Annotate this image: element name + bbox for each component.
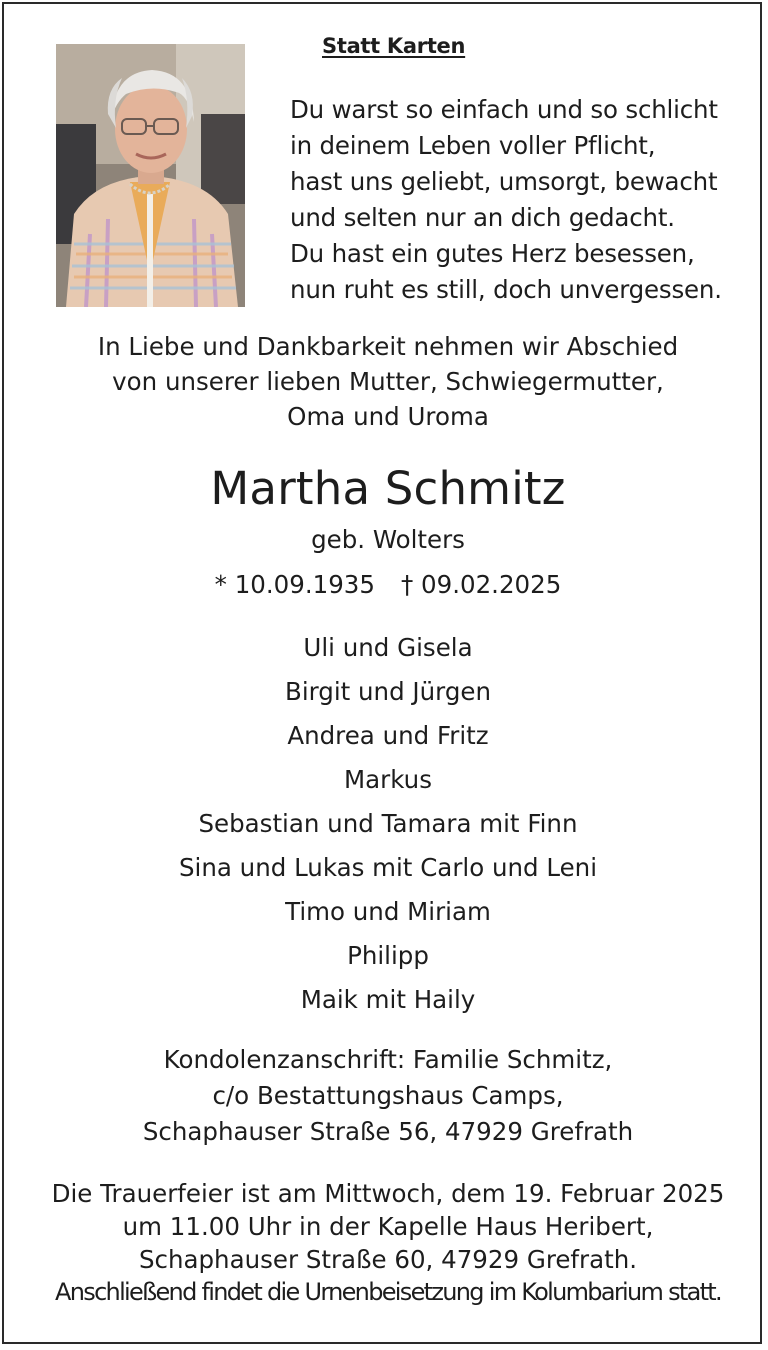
condolence-address xyxy=(4,1042,768,1150)
poem xyxy=(290,92,740,308)
poem-line: Du hast ein gutes Herz besessen, xyxy=(290,239,695,268)
address-line: Schaphauser Straße 56, 47929 Grefrath xyxy=(142,1117,634,1146)
family-member: Maik mit Haily xyxy=(300,985,476,1014)
family-member: Andrea und Fritz xyxy=(287,721,489,750)
deceased-name: Martha Schmitz xyxy=(210,462,566,515)
family-member: Birgit und Jürgen xyxy=(285,677,491,706)
service-line: Anschließend findet die Urnenbeisetzung im Kolumbarium statt. xyxy=(55,1278,721,1306)
intro-line: von unserer lieben Mutter, Schwiegermutter, xyxy=(112,367,664,396)
obituary-notice xyxy=(2,2,762,1344)
death-date: † 09.02.2025 xyxy=(401,570,562,599)
life-dates xyxy=(4,567,768,603)
family-member: Uli und Gisela xyxy=(303,633,473,662)
family-member: Sebastian und Tamara mit Finn xyxy=(198,809,578,838)
portrait-photo xyxy=(56,44,245,307)
poem-line: hast uns geliebt, umsorgt, bewacht xyxy=(290,167,718,196)
birth-date: * 10.09.1935 xyxy=(214,570,375,599)
family-member: Markus xyxy=(344,765,432,794)
family-member: Sina und Lukas mit Carlo und Leni xyxy=(178,853,598,882)
poem-line: und selten nur an dich gedacht. xyxy=(290,203,675,232)
funeral-service-info xyxy=(4,1177,768,1309)
family-member: Philipp xyxy=(347,941,429,970)
family-member: Timo und Miriam xyxy=(285,897,491,926)
farewell-intro xyxy=(4,329,768,434)
service-line: um 11.00 Uhr in der Kapelle Haus Heribert, xyxy=(122,1212,654,1241)
family-list xyxy=(4,626,768,1022)
poem-line: in deinem Leben voller Pflicht, xyxy=(290,131,656,160)
address-line: c/o Bestattungshaus Camps, xyxy=(212,1081,564,1110)
service-line: Schaphauser Straße 60, 47929 Grefrath. xyxy=(138,1245,638,1274)
poem-line: nun ruht es still, doch unvergessen. xyxy=(290,275,722,304)
intro-line: In Liebe und Dankbarkeit nehmen wir Abschied xyxy=(97,332,679,361)
poem-line: Du warst so einfach und so schlicht xyxy=(290,95,718,124)
statt-karten-heading: Statt Karten xyxy=(322,34,466,58)
intro-line: Oma und Uroma xyxy=(287,402,489,431)
service-line: Die Trauerfeier ist am Mittwoch, dem 19. Februar 2025 xyxy=(51,1179,725,1208)
maiden-name: geb. Wolters xyxy=(311,525,465,554)
address-line: Kondolenzanschrift: Familie Schmitz, xyxy=(163,1045,613,1074)
